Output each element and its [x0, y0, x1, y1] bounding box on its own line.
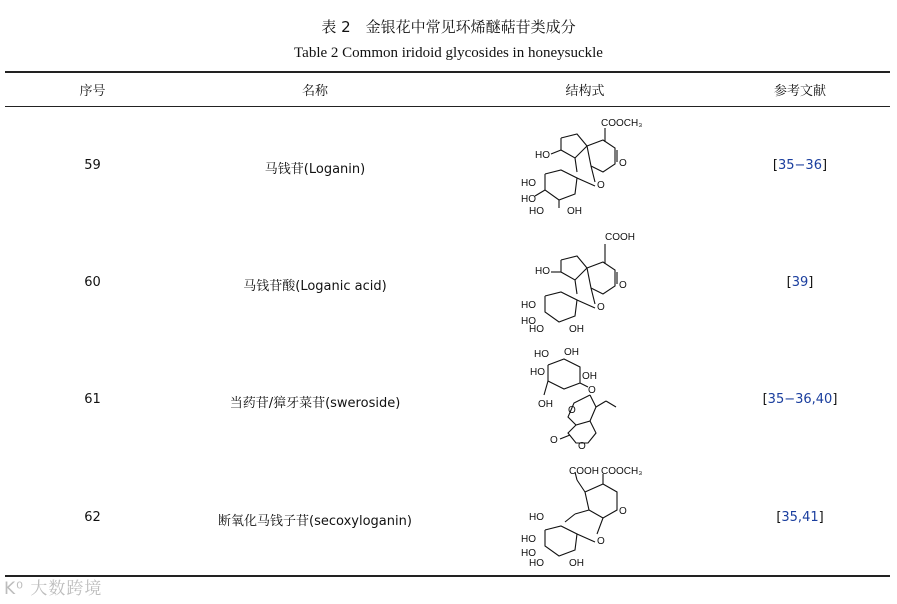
struct-61-o-4: O [578, 441, 586, 452]
header-structure: 结构式 [565, 84, 605, 99]
struct-62-ho-3: HO [521, 548, 536, 559]
row-62-reference[interactable]: [35,41] [776, 510, 824, 525]
row-62-name: 断氧化马钱子苷(secoxyloganin) [218, 514, 412, 529]
table-header-rule [5, 106, 890, 107]
struct-59-ho-3: HO [521, 194, 536, 205]
struct-62-o: O [619, 506, 627, 517]
struct-61-o-3: O [550, 435, 558, 446]
row-60-number: 60 [84, 275, 101, 290]
header-name: 名称 [301, 84, 328, 99]
structure-secoxyloganin [515, 462, 655, 572]
struct-59-ho-2: HO [521, 178, 536, 189]
table-caption-zh: 表 2 金银花中常见环烯醚萜苷类成分 [321, 18, 576, 36]
struct-62-cooh: COOH [569, 466, 599, 477]
struct-59-cooch3: COOCH₃ [601, 118, 643, 129]
struct-61-oh-3: OH [538, 399, 553, 410]
struct-59-o-2: O [597, 180, 605, 191]
struct-60-ho-4: HO [529, 324, 544, 335]
struct-59-o: O [619, 158, 627, 169]
struct-62-cooch3: COOCH₃ [601, 466, 643, 477]
struct-60-ho-1: HO [535, 266, 550, 277]
struct-60-oh: OH [569, 324, 584, 335]
struct-61-ho-1: HO [534, 349, 549, 360]
struct-61-o-2: O [568, 405, 576, 416]
table-bottom-rule [5, 575, 890, 577]
struct-59-ho-1: HO [535, 150, 550, 161]
watermark-logo: K⁰ 大数跨境 [4, 579, 103, 599]
struct-60-ho-2: HO [521, 300, 536, 311]
row-60-reference[interactable]: [39] [786, 275, 814, 290]
table-top-rule [5, 71, 890, 73]
struct-61-oh-2: OH [582, 371, 597, 382]
struct-62-ho-2: HO [521, 534, 536, 545]
struct-59-oh: OH [567, 206, 582, 217]
row-62-number: 62 [84, 510, 101, 525]
header-reference: 参考文献 [773, 84, 826, 99]
struct-60-cooh: COOH [605, 232, 635, 243]
struct-62-o-2: O [597, 536, 605, 547]
row-61-reference[interactable]: [35−36,40] [762, 392, 838, 407]
struct-60-o: O [619, 280, 627, 291]
struct-62-ho-1: HO [529, 512, 544, 523]
struct-60-o-2: O [597, 302, 605, 313]
struct-61-oh-1: OH [564, 347, 579, 358]
row-59-reference[interactable]: [35−36] [772, 158, 828, 173]
struct-60-ho-3: HO [521, 316, 536, 327]
structure-loganin [515, 116, 655, 220]
structure-sweroside [530, 345, 640, 454]
row-59-number: 59 [84, 158, 101, 173]
struct-59-ho-4: HO [529, 206, 544, 217]
struct-61-ho-2: HO [530, 367, 545, 378]
struct-62-oh: OH [569, 558, 584, 569]
row-61-name: 当药苷/獐牙菜苷(sweroside) [229, 396, 401, 411]
header-number: 序号 [79, 84, 106, 99]
row-60-name: 马钱苷酸(Loganic acid) [243, 279, 387, 294]
table-caption-en: Table 2 Common iridoid glycosides in honeysuckle [294, 45, 603, 61]
row-59-name: 马钱苷(Loganin) [264, 162, 366, 177]
row-61-number: 61 [84, 392, 101, 407]
struct-61-o-1: O [588, 385, 596, 396]
structure-loganic-acid [515, 228, 655, 337]
struct-62-ho-4: HO [529, 558, 544, 569]
